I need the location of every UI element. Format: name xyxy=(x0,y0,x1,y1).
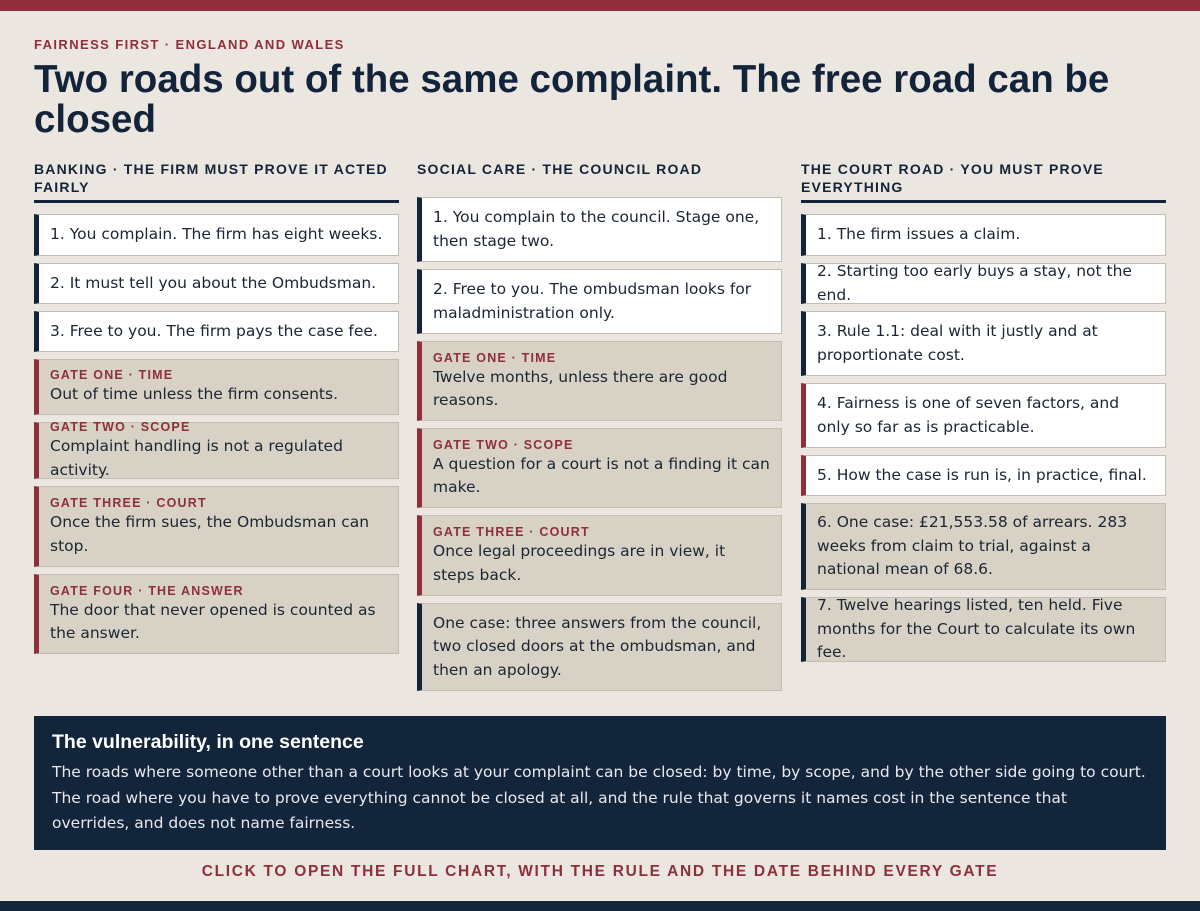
gate-label: GATE THREE · COURT xyxy=(433,525,590,539)
gate-card xyxy=(34,486,399,567)
gate-text: A question for a court is not a finding it can make. xyxy=(433,454,770,496)
column-header: BANKING · THE FIRM MUST PROVE IT ACTED FAIRLY xyxy=(34,160,399,203)
step-card xyxy=(417,269,782,334)
column-social-care xyxy=(417,160,782,698)
step-text: 2. It must tell you about the Ombudsman. xyxy=(50,273,377,292)
column-header: SOCIAL CARE · THE COUNCIL ROAD xyxy=(417,160,782,203)
step-card xyxy=(801,383,1166,448)
gate-label: GATE THREE · COURT xyxy=(50,496,207,510)
step-card xyxy=(34,263,399,304)
summary-body: The roads where someone other than a court looks at your complaint can be closed: by time, by scope, and by the other side going to court. The road where you have to prove everything cannot be closed at all, and the rule that governs it names cost in the sentence that overrides, and does not name fairness. xyxy=(52,763,1146,832)
kicker: FAIRNESS FIRST · ENGLAND AND WALES xyxy=(34,37,345,52)
column-banking xyxy=(34,160,399,661)
gate-card xyxy=(34,422,399,479)
gate-label: GATE TWO · SCOPE xyxy=(50,420,191,434)
summary-title: The vulnerability, in one sentence xyxy=(52,731,364,753)
case-note-card xyxy=(801,503,1166,590)
step-text: 1. The firm issues a claim. xyxy=(817,225,1021,244)
case-note-text: 7. Twelve hearings listed, ten held. Five months for the Court to calculate its own fee. xyxy=(817,596,1136,662)
gate-card xyxy=(417,515,782,596)
gate-card xyxy=(417,341,782,421)
step-card xyxy=(801,263,1166,304)
gate-label: GATE ONE · TIME xyxy=(50,368,174,383)
case-note-text: 6. One case: £21,553.58 of arrears. 283 weeks from claim to trial, against a national mean of 68.6. xyxy=(817,513,1128,579)
gate-card xyxy=(417,428,782,508)
case-note-text: One case: three answers from the council, two closed doors at the ombudsman, and then an apology. xyxy=(433,613,762,679)
step-card xyxy=(34,214,399,256)
page-title: Two roads out of the same complaint. The free road can be closed xyxy=(34,58,1110,141)
gate-card xyxy=(34,574,399,654)
gate-text: The door that never opened is counted as the answer. xyxy=(50,600,376,642)
step-text: 1. You complain. The firm has eight weeks. xyxy=(50,225,383,244)
column-court-road xyxy=(801,160,1166,669)
gate-card xyxy=(34,359,399,415)
step-card xyxy=(801,311,1166,376)
gate-text: Out of time unless the firm consents. xyxy=(50,385,339,404)
step-card xyxy=(34,311,399,352)
step-card xyxy=(801,214,1166,256)
step-text: 3. Rule 1.1: deal with it justly and at proportionate cost. xyxy=(817,322,1098,364)
column-header: THE COURT ROAD · YOU MUST PROVE EVERYTHING xyxy=(801,160,1166,203)
open-full-chart-link[interactable]: CLICK TO OPEN THE FULL CHART, WITH THE RULE AND THE DATE BEHIND EVERY GATE xyxy=(201,863,999,880)
case-note-card xyxy=(801,597,1166,662)
gate-label: GATE FOUR · THE ANSWER xyxy=(50,583,244,598)
gate-label: GATE TWO · SCOPE xyxy=(433,437,574,452)
gate-text: Once legal proceedings are in view, it steps back. xyxy=(433,542,726,584)
gate-text: Once the firm sues, the Ombudsman can stop. xyxy=(50,513,370,555)
step-text: 3. Free to you. The firm pays the case fee. xyxy=(50,321,378,340)
step-card xyxy=(417,197,782,262)
summary-box xyxy=(34,716,1166,850)
gate-text: Complaint handling is not a regulated activity. xyxy=(50,437,343,479)
case-note-card xyxy=(417,603,782,691)
step-text: 1. You complain to the council. Stage one, then stage two. xyxy=(433,208,760,250)
bottom-accent-bar xyxy=(0,901,1200,911)
top-accent-bar xyxy=(0,0,1200,11)
step-text: 4. Fairness is one of seven factors, and only so far as is practicable. xyxy=(817,394,1120,436)
step-card xyxy=(801,455,1166,496)
step-text: 5. How the case is run is, in practice, final. xyxy=(817,465,1147,484)
step-text: 2. Free to you. The ombudsman looks for maladministration only. xyxy=(433,280,752,322)
step-text: 2. Starting too early buys a stay, not the end. xyxy=(817,262,1132,304)
gate-text: Twelve months, unless there are good reasons. xyxy=(433,367,728,409)
gate-label: GATE ONE · TIME xyxy=(433,350,557,365)
